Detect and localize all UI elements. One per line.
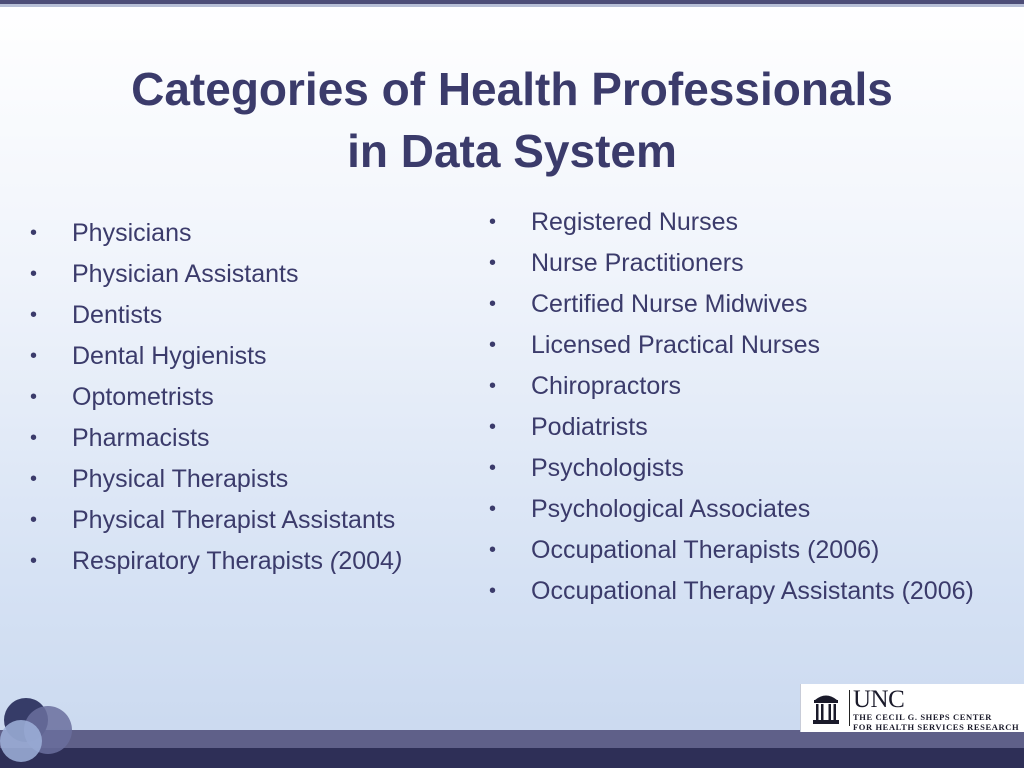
list-item (28, 342, 468, 371)
logo-line-1: THE CECIL G. SHEPS CENTER (853, 712, 992, 722)
list-item-text: Dentists (72, 301, 163, 329)
bullet-icon: • (489, 293, 497, 315)
slide-title (0, 58, 1024, 182)
circle-light (0, 720, 42, 762)
old-well-icon (811, 690, 841, 726)
list-item (28, 506, 468, 535)
right-bullet-list (487, 208, 1007, 618)
bullet-icon: • (30, 263, 38, 285)
unc-sheps-logo (800, 684, 1024, 732)
bullet-icon: • (489, 498, 497, 520)
bullet-icon: • (489, 334, 497, 356)
list-item-text: Respiratory Therapists (72, 547, 330, 575)
list-item-text: Physicians (72, 219, 192, 247)
footer-band (0, 730, 1024, 748)
list-item (28, 219, 468, 248)
list-item (487, 372, 1007, 401)
bullet-icon: • (30, 345, 38, 367)
list-item-text: Physical Therapists (72, 465, 289, 493)
bullet-icon: • (489, 375, 497, 397)
bullet-icon: • (489, 416, 497, 438)
title-line-1: Categories of Health Professionals (131, 63, 893, 115)
list-item (487, 536, 1007, 565)
list-item (28, 424, 468, 453)
paren-open: ( (329, 547, 339, 575)
logo-line-2: FOR HEALTH SERVICES RESEARCH (853, 722, 1020, 732)
list-item-text: Licensed Practical Nurses (531, 331, 821, 359)
list-item-text: Certified Nurse Midwives (531, 290, 808, 318)
list-item (487, 249, 1007, 278)
list-item (487, 454, 1007, 483)
footer-base (0, 748, 1024, 768)
list-item (487, 577, 1007, 606)
list-item (28, 465, 468, 494)
list-item-text: Psychologists (531, 454, 684, 482)
bullet-icon: • (489, 539, 497, 561)
list-item-text: Occupational Therapists (2006) (531, 536, 880, 564)
bullet-icon: • (30, 509, 38, 531)
list-item (487, 495, 1007, 524)
bullet-icon: • (30, 386, 38, 408)
bullet-icon: • (30, 550, 38, 572)
logo-unc-text: UNC (853, 686, 905, 713)
list-item-text: Podiatrists (531, 413, 648, 441)
left-bullet-list (28, 219, 468, 588)
bullet-icon: • (489, 457, 497, 479)
title-line-2: in Data System (347, 125, 677, 177)
list-item (487, 290, 1007, 319)
decorative-circles (0, 694, 80, 768)
list-item (28, 547, 468, 576)
bullet-icon: • (30, 427, 38, 449)
list-item-text: Physical Therapist Assistants (72, 506, 396, 534)
list-item (28, 383, 468, 412)
list-item (28, 301, 468, 330)
top-rule-accent (0, 4, 1024, 7)
bullet-icon: • (489, 211, 497, 233)
list-item-text: Psychological Associates (531, 495, 811, 523)
list-item-text: Physician Assistants (72, 260, 299, 288)
list-item-text: Occupational Therapy Assistants (2006) (531, 577, 974, 605)
bullet-icon: • (30, 468, 38, 490)
paren-close: ) (393, 547, 403, 575)
bullet-icon: • (30, 304, 38, 326)
bullet-icon: • (30, 222, 38, 244)
bullet-icon: • (489, 580, 497, 602)
bullet-icon: • (489, 252, 497, 274)
list-item (28, 260, 468, 289)
list-item (487, 413, 1007, 442)
list-item (487, 208, 1007, 237)
list-item-text: Optometrists (72, 383, 214, 411)
list-item-text: Pharmacists (72, 424, 210, 452)
list-item-text: Registered Nurses (531, 208, 739, 236)
list-item-text: Dental Hygienists (72, 342, 267, 370)
list-item-text: Nurse Practitioners (531, 249, 744, 277)
list-item (487, 331, 1007, 360)
year-text: 2004 (338, 547, 394, 575)
list-item-text: Chiropractors (531, 372, 682, 400)
logo-divider (849, 690, 850, 726)
